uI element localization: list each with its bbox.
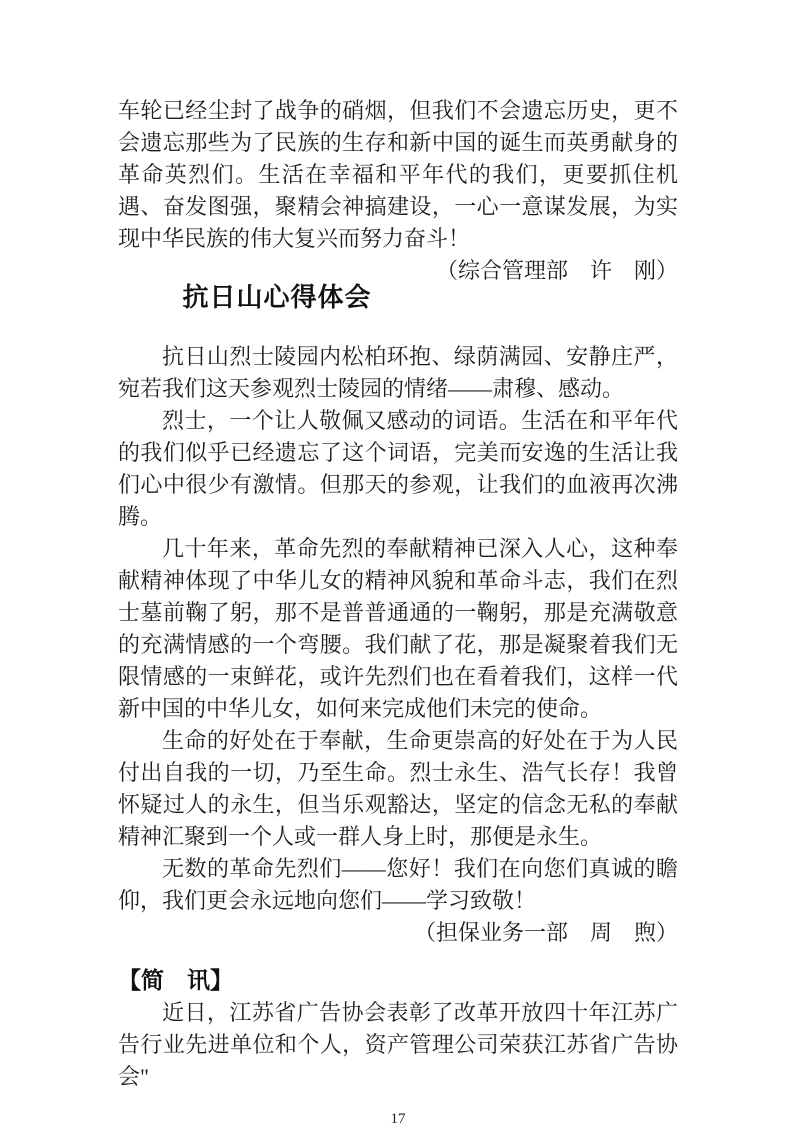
briefs-paragraph: 近日，江苏省广告协会表彰了改革开放四十年江苏广告行业先进单位和个人，资产管理公司荣获江苏省广告协会" bbox=[118, 1000, 678, 1089]
article-paragraph-4: 生命的好处在于奉献，生命更崇高的好处在于为人民付出自我的一切，乃至生命。烈士永生、浩气长存！我曾怀疑过人的永生，但当乐观豁达，坚定的信念无私的奉献精神汇聚到一个人或一群人身上时，那便是永生。 bbox=[118, 728, 678, 849]
article-paragraph-3: 几十年来，革命先烈的奉献精神已深入人心，这种奉献精神体现了中华儿女的精神风貌和革命斗志，我们在烈士墓前鞠了躬，那不是普普通通的一鞠躬，那是充满敬意的充满情感的一个弯腰。我们献了花，那是凝聚着我们无限情感的一束鲜花，或许先烈们也在看着我们，这样一代新中国的中华儿女，如何来完成他们未完的使命。 bbox=[118, 536, 678, 721]
briefs-heading: 【简 讯】 bbox=[118, 967, 233, 993]
article-paragraph-1: 抗日山烈士陵园内松柏环抱、绿荫满园、安静庄严，宛若我们这天参观烈士陵园的情绪——肃穆、感动。 bbox=[118, 344, 678, 401]
prev-article-paragraph bbox=[118, 95, 678, 283]
article-paragraph-2: 烈士，一个让人敬佩又感动的词语。生活在和平年代的我们似乎已经遗忘了这个词语，完美而安逸的生活让我们心中很少有激情。但那天的参观，让我们的血液再次沸腾。 bbox=[118, 408, 678, 529]
article-title: 抗日山心得体会 bbox=[182, 282, 372, 312]
prev-article-attribution: （综合管理部 许 刚） bbox=[435, 258, 678, 283]
prev-article-paragraph-text: 车轮已经尘封了战争的硝烟，但我们不会遗忘历史，更不会遗忘那些为了民族的生存和新中国的诞生而英勇献身的革命英烈们。生活在幸福和平年代的我们，更要抓住机遇、奋发图强，聚精会神搞建设，一心一意谋发展，为实现中华民族的伟大复兴而努力奋斗！ bbox=[118, 98, 678, 251]
prev-article-ending-section bbox=[118, 95, 678, 283]
article-section bbox=[118, 279, 678, 949]
briefs-section bbox=[118, 965, 678, 1093]
article-attribution: （担保业务一部 周 煦） bbox=[413, 920, 678, 945]
page-number: 17 bbox=[390, 1111, 406, 1127]
article-paragraph-5: 无数的革命先烈们——您好！我们在向您们真诚的瞻仰，我们更会永远地向您们——学习致敬！ bbox=[118, 856, 678, 913]
